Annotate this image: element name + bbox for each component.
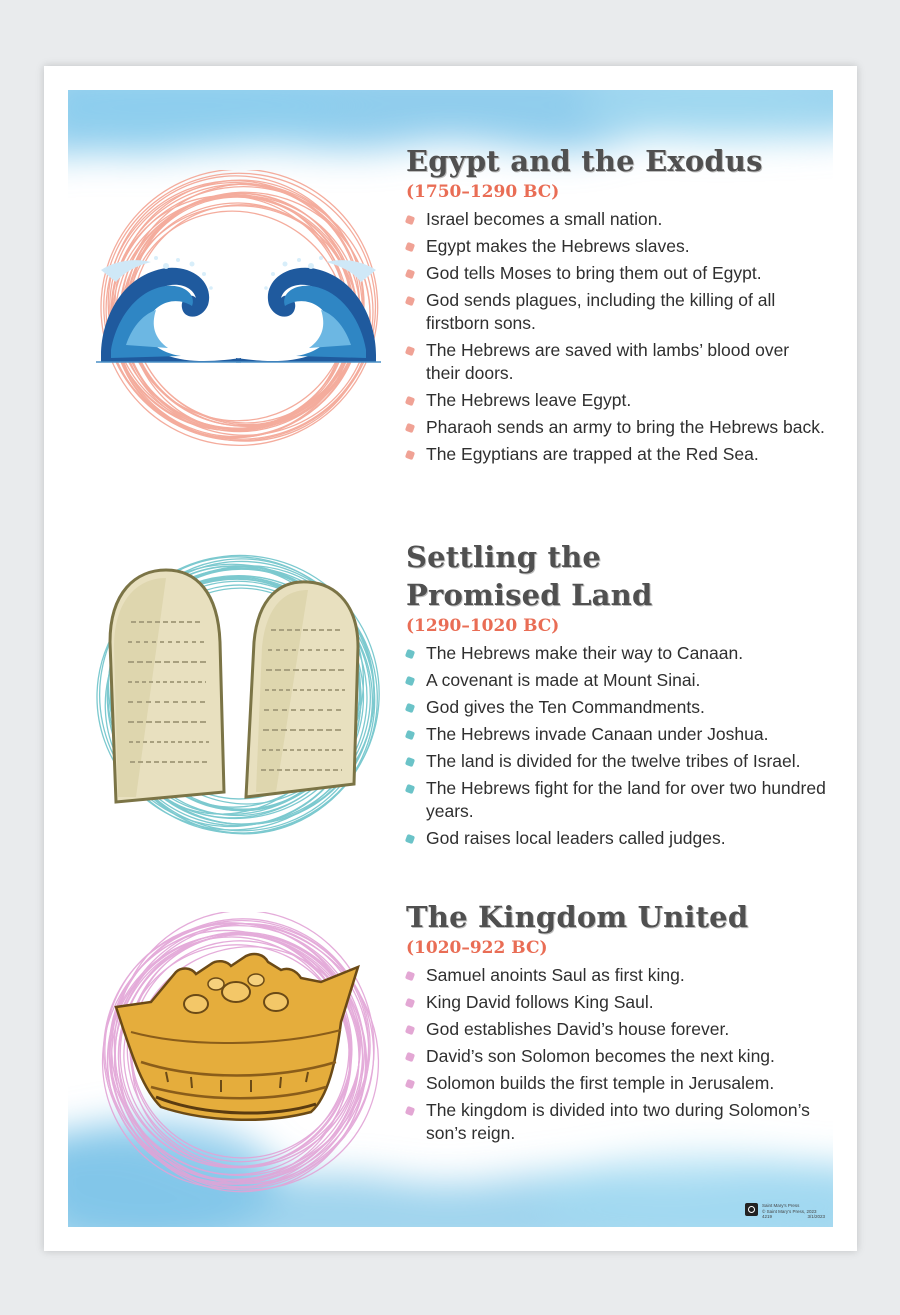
bullet-diamond-icon [405, 757, 415, 767]
list-item: The Hebrews leave Egypt. [406, 389, 826, 412]
bullet-diamond-icon [405, 269, 415, 279]
bullet-diamond-icon [405, 396, 415, 406]
list-item: The Hebrews fight for the land for over two hundred years. [406, 777, 826, 823]
copyright-text: © Saint Mary’s Press, 2023 [762, 1208, 817, 1214]
poster-canvas [68, 90, 833, 1227]
publisher-logo-icon [745, 1203, 758, 1216]
section-exodus [406, 142, 826, 470]
print-date: 3/1/2023 [807, 1214, 825, 1219]
list-item: God sends plagues, including the killing of all firstborn sons. [406, 289, 826, 335]
bullet-diamond-icon [405, 998, 415, 1008]
left-wave-image [96, 256, 241, 362]
section-title-line: Settling the [406, 540, 602, 574]
bullet-diamond-icon [405, 1052, 415, 1062]
bullet-diamond-icon [405, 971, 415, 981]
list-item: David’s son Solomon becomes the next king. [406, 1045, 826, 1068]
product-code: 4219 [762, 1214, 773, 1219]
bullet-diamond-icon [405, 296, 415, 306]
list-item: The land is divided for the twelve tribes of Israel. [406, 750, 826, 773]
list-item: Israel becomes a small nation. [406, 208, 826, 231]
list-item: Samuel anoints Saul as first king. [406, 964, 826, 987]
section-dates: (1290–1020 BC) [406, 616, 560, 636]
bullet-diamond-icon [405, 423, 415, 433]
bullet-diamond-icon [405, 1106, 415, 1116]
section-kingdom-united [406, 898, 826, 1149]
right-tablet-image [246, 582, 358, 797]
bullet-list [406, 642, 826, 850]
bullet-diamond-icon [405, 242, 415, 252]
bullet-list [406, 964, 826, 1145]
section-promised-land [406, 538, 826, 854]
golden-crown-illustration [96, 912, 381, 1197]
bullet-diamond-icon [405, 346, 415, 356]
list-item: God raises local leaders called judges. [406, 827, 826, 850]
list-item: God tells Moses to bring them out of Egypt. [406, 262, 826, 285]
list-item: King David follows King Saul. [406, 991, 826, 1014]
poster [44, 66, 857, 1251]
list-item: The Egyptians are trapped at the Red Sea. [406, 443, 826, 466]
list-item: Solomon builds the first temple in Jerusalem. [406, 1072, 826, 1095]
bullet-diamond-icon [405, 703, 415, 713]
bullet-diamond-icon [405, 1079, 415, 1089]
stone-tablets-illustration [96, 552, 381, 837]
left-tablet-image [110, 570, 224, 802]
list-item: The Hebrews invade Canaan under Joshua. [406, 723, 826, 746]
section-title: Egypt and the Exodus [406, 144, 763, 178]
bullet-diamond-icon [405, 215, 415, 225]
publisher-credit [745, 1201, 825, 1219]
bullet-diamond-icon [405, 450, 415, 460]
bullet-diamond-icon [405, 730, 415, 740]
section-dates: (1020–922 BC) [406, 938, 548, 958]
bullet-diamond-icon [405, 649, 415, 659]
list-item: The kingdom is divided into two during Solomon’s son’s reign. [406, 1099, 826, 1145]
list-item: God gives the Ten Commandments. [406, 696, 826, 719]
list-item: A covenant is made at Mount Sinai. [406, 669, 826, 692]
list-item: Egypt makes the Hebrews slaves. [406, 235, 826, 258]
bullet-diamond-icon [405, 834, 415, 844]
section-title [406, 538, 826, 614]
parting-waves-illustration [96, 170, 381, 455]
section-title: The Kingdom United [406, 900, 749, 934]
publisher-name: Saint Mary’s Press [762, 1203, 800, 1208]
section-title-line: Promised Land [406, 578, 653, 612]
bullet-list [406, 208, 826, 466]
bullet-diamond-icon [405, 784, 415, 794]
bullet-diamond-icon [405, 1025, 415, 1035]
list-item: The Hebrews are saved with lambs’ blood over their doors. [406, 339, 826, 385]
list-item: The Hebrews make their way to Canaan. [406, 642, 826, 665]
list-item: Pharaoh sends an army to bring the Hebrews back. [406, 416, 826, 439]
list-item: God establishes David’s house forever. [406, 1018, 826, 1041]
bullet-diamond-icon [405, 676, 415, 686]
right-wave-image [236, 256, 381, 362]
section-dates: (1750–1290 BC) [406, 182, 560, 202]
